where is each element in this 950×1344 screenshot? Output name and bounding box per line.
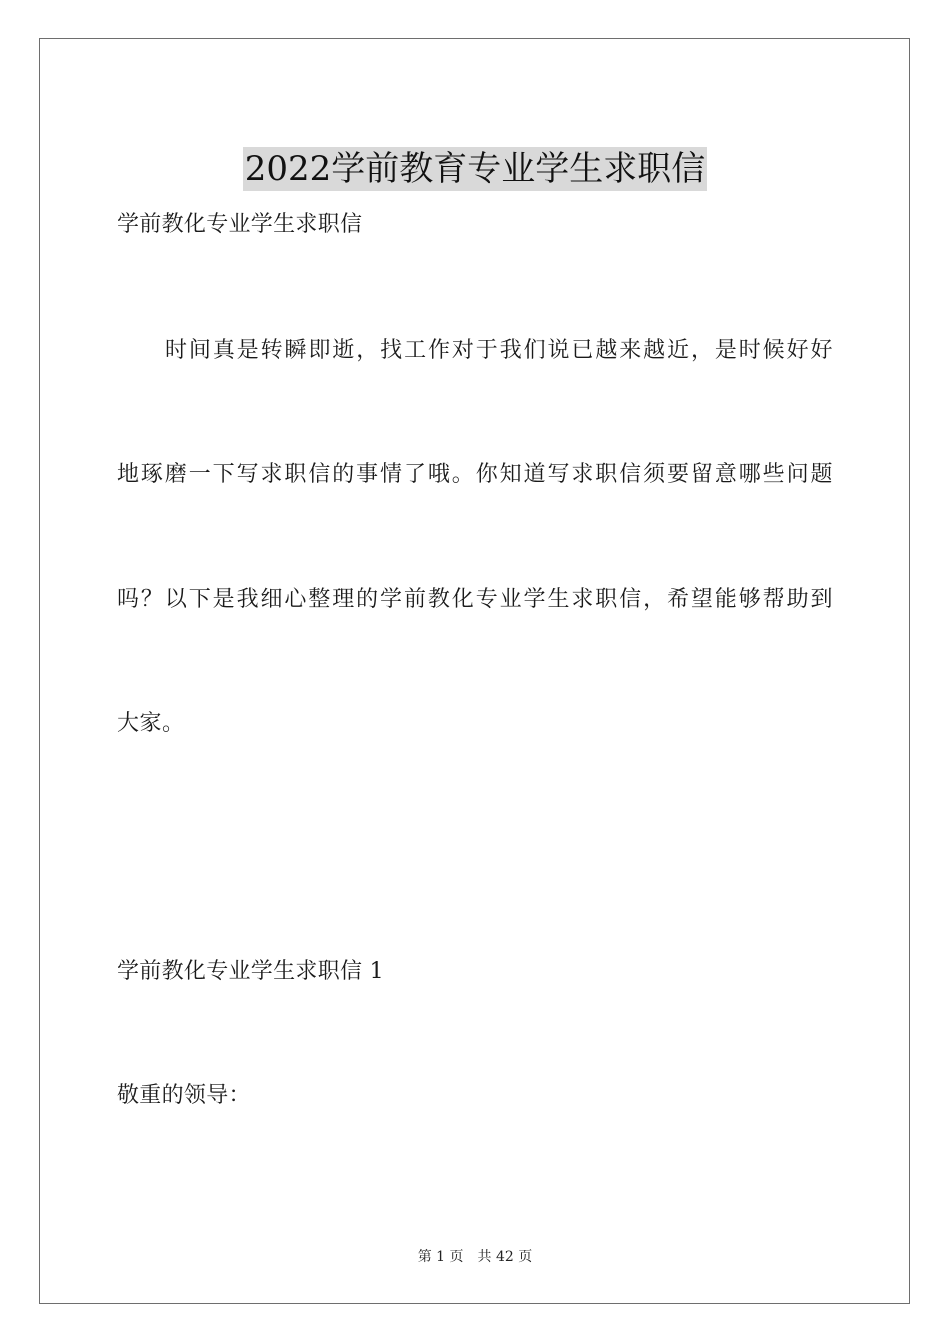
title-container xyxy=(0,124,950,214)
page-number: 第 1 页 xyxy=(417,1249,464,1265)
page-footer xyxy=(0,1248,950,1266)
intro-line-1: 时间真是转瞬即逝，找工作对于我们说已越来越近，是时候好好 xyxy=(165,338,833,363)
intro-line-2: 地琢磨一下写求职信的事情了哦。你知道写求职信须要留意哪些问题 xyxy=(117,462,833,487)
document-title: 2022学前教育专业学生求职信 xyxy=(244,148,706,189)
intro-line-4: 大家。 xyxy=(117,711,185,736)
section-heading: 学前教化专业学生求职信 1 xyxy=(117,959,384,984)
page-total: 共 42 页 xyxy=(477,1249,533,1265)
salutation: 敬重的领导： xyxy=(117,1083,251,1108)
intro-line-3: 吗？以下是我细心整理的学前教化专业学生求职信，希望能够帮助到 xyxy=(117,587,833,612)
document-subtitle: 学前教化专业学生求职信 xyxy=(117,212,363,237)
